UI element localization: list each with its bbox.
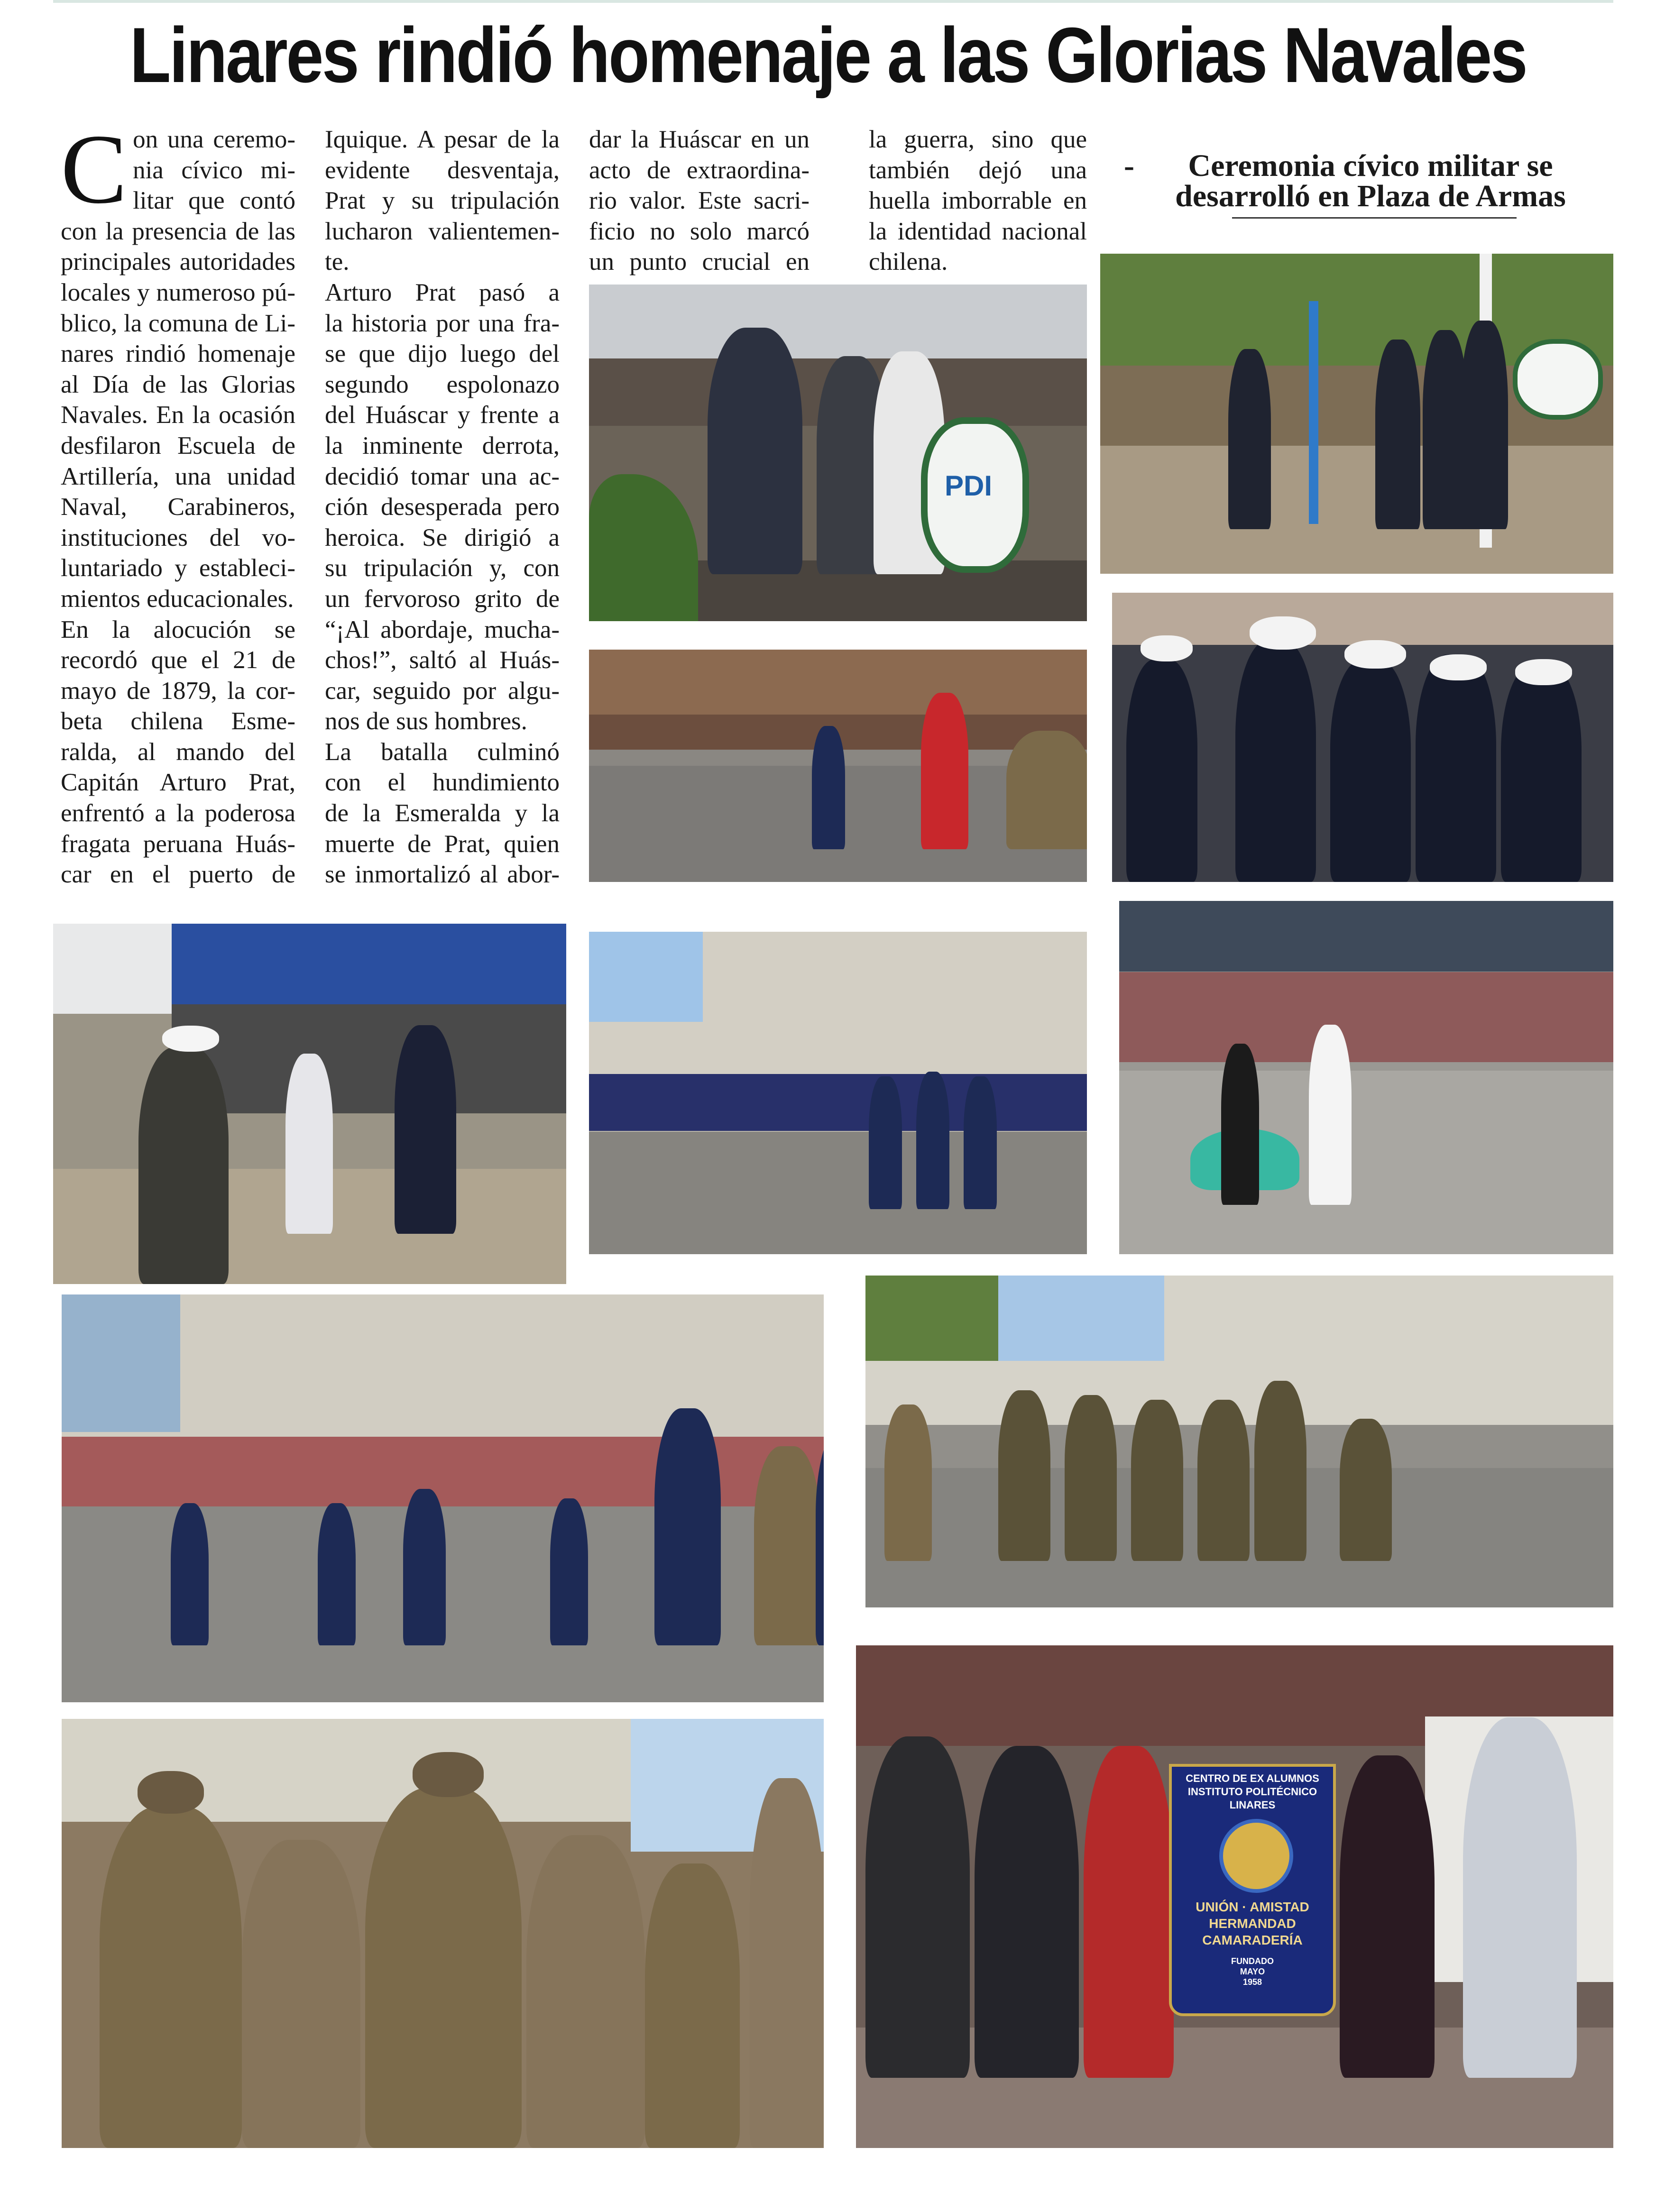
text-line: ralda, al mando del (61, 738, 295, 766)
text-line: En la alocución se (61, 615, 295, 643)
text-line: principales autoridades (61, 248, 295, 276)
text-line: Arturo Prat pasó a (325, 278, 560, 306)
text-line: litar que contó (133, 187, 295, 215)
emblem-icon (1219, 1819, 1293, 1893)
banner-motto-3: CAMARADERÍA (1202, 1933, 1303, 1947)
subheading-line-1: Ceremonia cívico militar se (1188, 148, 1553, 183)
text-line: Iquique. A pesar de la (325, 126, 560, 153)
text-line: on una ceremo- (133, 126, 295, 153)
text-line: heroica. Se dirigió a (325, 523, 560, 551)
text-line: “¡Al abordaje, mucha- (325, 615, 560, 643)
text-line: ción desesperada pero (325, 493, 560, 521)
text-line: mientos educacionales. (61, 585, 294, 613)
subheading-dash: - (1124, 148, 1134, 183)
text-line: te. (325, 248, 350, 276)
text-line: chos!”, saltó al Huás- (325, 646, 560, 674)
banner-line-2: INSTITUTO POLITÉCNICO (1187, 1786, 1317, 1798)
text-line: se inmortalizó al abor- (325, 861, 560, 889)
text-line: desfilaron Escuela de (61, 431, 295, 459)
banner-founded-2: MAYO (1240, 1967, 1265, 1976)
wreath-label: PDI (944, 470, 993, 502)
dropcap: C (61, 124, 128, 224)
photo-plaza-de-armas (1100, 254, 1613, 574)
text-line: de la Esmeralda y la (325, 799, 560, 827)
photo-authorities-salute (53, 924, 566, 1284)
text-line: chilena. (869, 248, 948, 276)
text-line: luntariado y estableci- (61, 554, 295, 582)
text-line: lucharon valientemen- (325, 217, 560, 245)
text-line: Capitán Arturo Prat, (61, 769, 295, 797)
photo-volunteer-parade (62, 1294, 824, 1702)
text-line: la guerra, sino que (869, 126, 1087, 153)
text-line: fragata peruana Huás- (61, 830, 295, 858)
headline: Linares rindió homenaje a las Glorias Navales (129, 11, 1527, 99)
text-line: con el hundimiento (325, 769, 560, 797)
photo-soldiers-camo (62, 1719, 824, 2148)
text-line: la identidad nacional (869, 217, 1087, 245)
text-line: también dejó una (869, 156, 1087, 184)
text-line: Naval, Carabineros, (61, 493, 295, 521)
text-line: acto de extraordina- (589, 156, 810, 184)
banner-founded-1: FUNDADO (1231, 1956, 1274, 1966)
banner-founded-3: 1958 (1242, 1977, 1262, 1987)
text-line: mayo de 1879, la cor- (61, 677, 295, 705)
column-2-lines (325, 124, 560, 890)
banner-line-1: CENTRO DE EX ALUMNOS (1186, 1772, 1319, 1784)
text-line: huella imborrable en (869, 187, 1087, 215)
text-line: blico, la comuna de Li- (61, 309, 295, 337)
column-4-lines (869, 124, 1087, 277)
photo-alumni-group (856, 1645, 1613, 2148)
subheading (1119, 148, 1622, 213)
article-column-1 (61, 124, 295, 902)
photo-army-march (865, 1276, 1613, 1607)
photo-band-parade (589, 650, 1087, 882)
text-line: nia cívico mi- (133, 156, 295, 184)
text-line: segundo espolonazo (325, 370, 560, 398)
text-line: decidió tomar una ac- (325, 462, 560, 490)
text-line: recordó que el 21 de (61, 646, 295, 674)
banner-motto-2: HERMANDAD (1209, 1916, 1296, 1931)
text-line: con la presencia de las (61, 217, 295, 245)
text-line: La batalla culminó (325, 738, 560, 766)
text-line: Prat y su tripulación (325, 187, 560, 215)
text-line: la historia por una fra- (325, 309, 560, 337)
photo-naval-parade (589, 932, 1087, 1254)
text-line: rio valor. Este sacri- (589, 187, 810, 215)
banner-line-3: LINARES (1229, 1799, 1276, 1811)
text-line: evidente desventaja, (325, 156, 560, 184)
article-column-2 (325, 124, 560, 902)
column-1-lines (61, 124, 295, 890)
text-line: un punto crucial en (589, 248, 810, 276)
text-line: nos de sus hombres. (325, 707, 527, 735)
text-line: Navales. En la ocasión (61, 401, 295, 429)
text-line: Artillería, una unidad (61, 462, 295, 490)
column-3-lines (589, 124, 810, 277)
photo-wreath-ceremony (589, 285, 1087, 621)
text-line: dar la Huáscar en un (589, 126, 810, 153)
text-line: al Día de las Glorias (61, 370, 295, 398)
text-line: muerte de Prat, quien (325, 830, 560, 858)
text-line: car en el puerto de (61, 861, 295, 889)
text-line: su tripulación y, con (325, 554, 560, 582)
text-line: nares rindió homenaje (61, 340, 295, 368)
text-line: se que dijo luego del (325, 340, 560, 368)
subheading-line-2: desarrolló en Plaza de Armas (1175, 179, 1566, 213)
text-line: del Huáscar y frente a (325, 401, 560, 429)
text-line: enfrentó a la poderosa (61, 799, 295, 827)
text-line: ficio no solo marcó (589, 217, 810, 245)
text-line: locales y numeroso pú- (61, 278, 295, 306)
photo-sailors-rifles (1112, 593, 1613, 882)
banner-motto-1: UNIÓN · AMISTAD (1196, 1900, 1309, 1914)
text-line: instituciones del vo- (61, 523, 295, 551)
text-line: un fervoroso grito de (325, 585, 560, 613)
photo-cueca-dancers (1119, 901, 1613, 1254)
text-line: la inminente derrota, (325, 431, 560, 459)
text-line: beta chilena Esme- (61, 707, 295, 735)
top-rule (53, 0, 1613, 3)
text-line: car, seguido por algu- (325, 677, 560, 705)
subheading-underline (1232, 217, 1517, 219)
